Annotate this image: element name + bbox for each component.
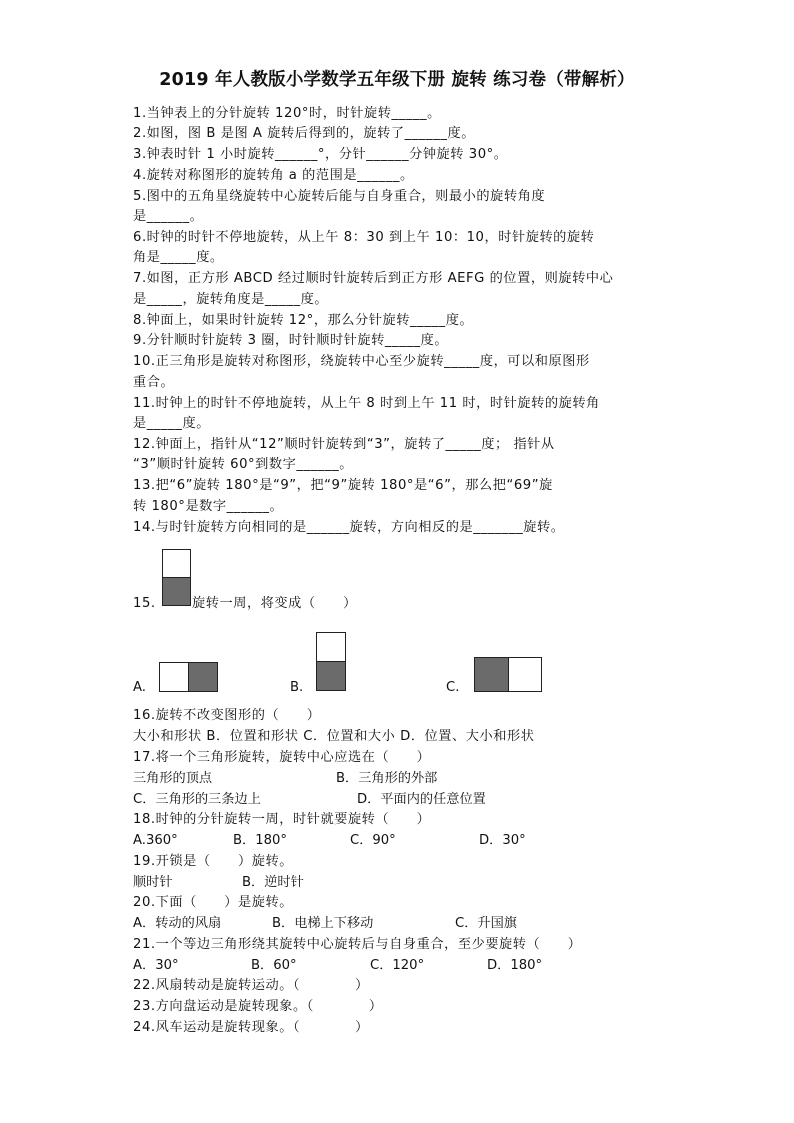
- question-2: 2.如图，图 B 是图 A 旋转后得到的，旋转了______度。: [133, 126, 475, 141]
- question-18: 18.时钟的分针旋转一周，时针就要旋转（ ）: [133, 812, 431, 827]
- q15-figure-bottom-gray: [162, 577, 191, 606]
- q18-option-a: A.360°: [133, 833, 178, 848]
- question-13-line-2: 转 180°是数字______。: [133, 499, 284, 514]
- question-12-line-1: 12.钟面上，指针从“12”顺时针旋转到“3”，旋转了_____度； 指针从: [133, 437, 555, 452]
- q21-option-b: B．60°: [251, 958, 297, 973]
- question-10-line-2: 重合。: [133, 375, 175, 390]
- question-22: 22.风扇转动是旋转运动。（ ）: [133, 978, 369, 993]
- q15-number: 15.: [133, 596, 156, 611]
- q18-option-c: C．90°: [350, 833, 396, 848]
- question-5-line-1: 5.图中的五角星绕旋转中心旋转后能与自身重合，则最小的旋转角度: [133, 189, 546, 204]
- q15-option-a-gray: [188, 662, 218, 692]
- question-16-options: 大小和形状 B．位置和形状 C．位置和大小 D．位置、大小和形状: [133, 729, 535, 744]
- q17-option-a: 三角形的顶点: [133, 771, 213, 786]
- question-7-line-2: 是_____，旋转角度是_____度。: [133, 292, 329, 307]
- question-6-line-2: 角是_____度。: [133, 250, 224, 265]
- question-11-line-1: 11.时钟上的时针不停地旋转，从上午 8 时到上午 11 时，时针旋转的旋转角: [133, 396, 600, 411]
- question-4: 4.旋转对称图形的旋转角 a 的范围是______。: [133, 168, 414, 183]
- q17-option-c: C．三角形的三条边上: [133, 792, 261, 807]
- question-1: 1.当钟表上的分针旋转 120°时，时针旋转_____。: [133, 106, 441, 121]
- q21-option-a: A．30°: [133, 958, 179, 973]
- q15-option-c-label: C.: [446, 680, 460, 695]
- question-19: 19.开锁是（ ）旋转。: [133, 854, 293, 869]
- q15-option-a-label: A.: [133, 680, 146, 695]
- q15-option-c-white: [508, 657, 542, 692]
- q15-figure-top-white: [162, 549, 191, 578]
- question-6-line-1: 6.时钟的时针不停地旋转，从上午 8：30 到上午 10：10，时针旋转的旋转: [133, 230, 595, 245]
- question-23: 23.方向盘运动是旋转现象。（ ）: [133, 999, 383, 1014]
- question-10-line-1: 10.正三角形是旋转对称图形，绕旋转中心至少旋转_____度，可以和原图形: [133, 354, 590, 369]
- q20-option-c: C．升国旗: [455, 916, 517, 931]
- question-11-line-2: 是_____度。: [133, 416, 210, 431]
- q21-option-d: D．180°: [487, 958, 543, 973]
- q15-text: 旋转一周，将变成（ ）: [192, 596, 357, 611]
- q15-option-b-white: [316, 632, 346, 662]
- question-14: 14.与时针旋转方向相同的是______旋转，方向相反的是_______旋转。: [133, 520, 565, 535]
- question-8: 8.钟面上，如果时针旋转 12°，那么分针旋转_____度。: [133, 313, 474, 328]
- q17-option-d: D．平面内的任意位置: [357, 792, 486, 807]
- question-9: 9.分针顺时针旋转 3 圈，时针顺时针旋转_____度。: [133, 333, 449, 348]
- q21-option-c: C．120°: [370, 958, 425, 973]
- q19-option-b: B．逆时针: [242, 875, 304, 890]
- q15-option-b-gray: [316, 661, 346, 691]
- question-7-line-1: 7.如图，正方形 ABCD 经过顺时针旋转后到正方形 AEFG 的位置，则旋转中心: [133, 271, 614, 286]
- question-5-line-2: 是______。: [133, 209, 204, 224]
- question-12-line-2: “3”顺时针旋转 60°到数字______。: [133, 457, 353, 472]
- q15-option-b-label: B.: [290, 680, 304, 695]
- q17-option-b: B．三角形的外部: [336, 771, 438, 786]
- q15-option-a-white: [159, 662, 189, 692]
- question-17: 17.将一个三角形旋转，旋转中心应选在（ ）: [133, 750, 431, 765]
- page-title: 2019 年人教版小学数学五年级下册 旋转 练习卷（带解析）: [159, 70, 635, 90]
- question-3: 3.钟表时针 1 小时旋转______°，分针______分钟旋转 30°。: [133, 147, 508, 162]
- q20-option-b: B．电梯上下移动: [272, 916, 374, 931]
- question-24: 24.风车运动是旋转现象。（ ）: [133, 1020, 369, 1035]
- question-20: 20.下面（ ）是旋转。: [133, 895, 293, 910]
- question-21: 21.一个等边三角形绕其旋转中心旋转后与自身重合，至少要旋转（ ）: [133, 937, 582, 952]
- question-16: 16.旋转不改变图形的（ ）: [133, 708, 321, 723]
- q18-option-b: B．180°: [233, 833, 287, 848]
- q18-option-d: D．30°: [479, 833, 526, 848]
- question-13-line-1: 13.把“6”旋转 180°是“9”，把“9”旋转 180°是“6”，那么把“69”旋: [133, 478, 553, 493]
- q20-option-a: A．转动的风扇: [133, 916, 222, 931]
- q19-option-a: 顺时针: [133, 875, 173, 890]
- q15-option-c-gray: [474, 657, 509, 692]
